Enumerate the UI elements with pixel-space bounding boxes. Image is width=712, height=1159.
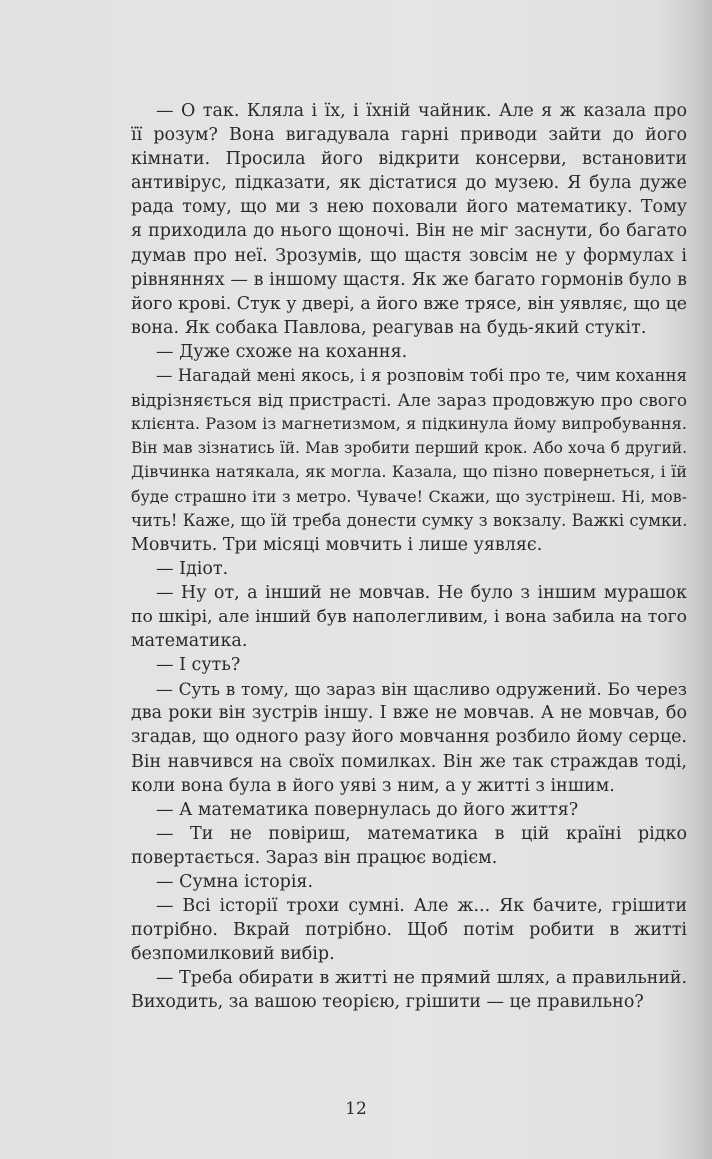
text-line: — Сумна історія. <box>156 872 314 892</box>
text-line: — Суть в тому, що зараз він щасливо одружений. Бо через <box>156 679 687 700</box>
text-line: — Дуже схоже на кохання. <box>156 341 408 362</box>
text-line: безпомилковий вибір. <box>131 944 335 965</box>
text-line: рівняннях — в іншому щастя. Як же багато гормонів було в <box>131 269 687 290</box>
text-line: відрізняється від пристрасті. Але зараз продовжую про свого <box>131 390 687 411</box>
text-line: математика. <box>131 631 248 652</box>
text-line: антивірус, підказати, як дістатися до музею. Я була дуже <box>131 173 687 194</box>
text-line: Він мав зізнатись їй. Мав зробити перший крок. Або хоча б другий. <box>131 439 687 458</box>
text-line: я приходила до нього щоночі. Він не міг заснути, бо багато <box>131 221 687 242</box>
text-line: — О так. Кляла і їх, і їхній чайник. Але я ж казала про <box>156 101 687 121</box>
text-line: повертається. Зараз він працює водієм. <box>131 847 498 868</box>
text-line: вона. Як собака Павлова, реагував на будь-який стукіт. <box>131 317 647 338</box>
text-line: клієнта. Разом із магнетизмом, я підкинула йому випробування. <box>131 414 687 434</box>
text-line: його крові. Стук у двері, а його вже трясе, він уявляє, що це <box>131 293 687 314</box>
text-line: Мовчить. Три місяці мовчить і лише уявляє. <box>131 534 543 555</box>
page-text <box>131 99 687 1015</box>
text-line: — Треба обирати в житті не прямий шлях, а правильний. <box>156 968 687 989</box>
text-line: потрібно. Вкрай потрібно. Щоб потім робити в житті <box>131 920 687 941</box>
text-line: думав про неї. Зрозумів, що щастя зовсім не у формулах і <box>131 245 687 266</box>
text-line: два роки він зустрів іншу. І вже не мовчав. А не мовчав, бо <box>131 703 687 724</box>
text-line: — Всі історії трохи сумні. Але ж... Як бачите, грішити <box>156 896 687 917</box>
text-line: — Нагадай мені якось, і я розповім тобі про те, чим кохання <box>156 366 687 386</box>
text-line: — Ти не повіриш, математика в цій країні рідко <box>156 823 687 844</box>
text-line: Дівчинка натякала, як могла. Казала, що пізно повернеться, і їй <box>131 462 687 482</box>
page-number: 12 <box>345 1099 367 1119</box>
text-line: Виходить, за вашою теорією, грішити — це правильно? <box>131 992 644 1013</box>
text-line: — А математика повернулась до його життя? <box>156 799 579 820</box>
text-line: рада тому, що ми з нею поховали його математику. Тому <box>131 197 687 218</box>
text-line: чить! Каже, що їй треба донести сумку з вокзалу. Важкі сумки. <box>131 510 687 530</box>
text-line: коли вона була в його уяві з ним, а у житті з іншим. <box>131 775 615 796</box>
text-line: по шкірі, але інший був наполегливим, і вона забила на того <box>131 606 687 627</box>
text-line: кімнати. Просила його відкрити консерви, встановити <box>131 149 687 170</box>
text-line: згадав, що одного разу його мовчання розбило йому серце. <box>131 727 687 748</box>
text-line: буде страшно іти з метро. Чуваче! Скажи, що зустрінеш. Ні, мов- <box>131 486 687 506</box>
text-line: її розум? Вона вигадувала гарні приводи зайти до його <box>131 125 687 146</box>
text-line: — Ідіот. <box>156 558 229 579</box>
text-line: — Ну от, а інший не мовчав. Не було з іншим мурашок <box>156 582 687 603</box>
text-line: — І суть? <box>156 655 241 676</box>
text-line: Він навчився на своїх помилках. Він же так страждав тоді, <box>131 751 687 772</box>
